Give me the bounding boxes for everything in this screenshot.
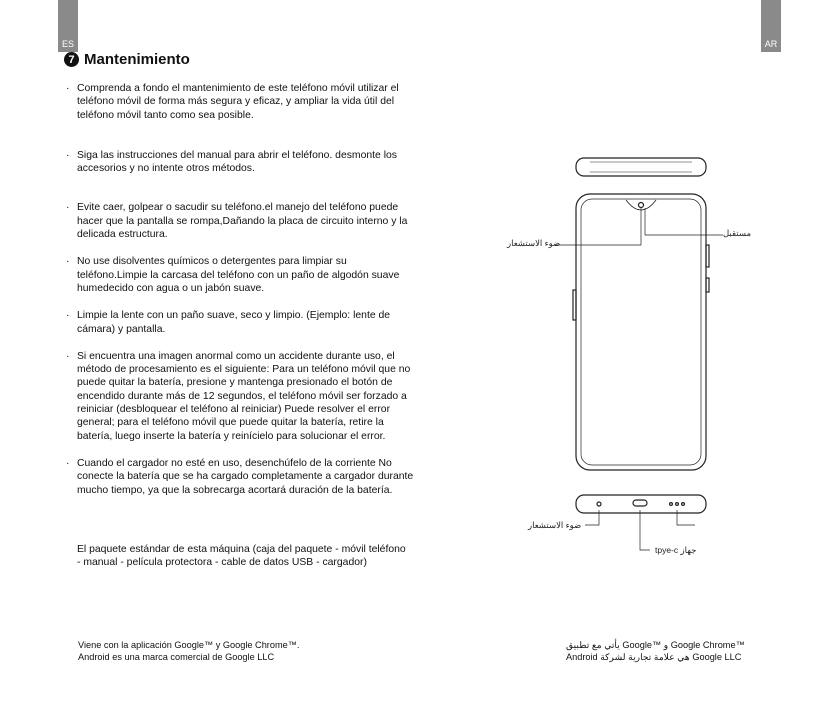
maintenance-item: · No use disolventes químicos o detergentes para limpiar su teléfono.Limpie la carcasa del teléfono con un paño de algodón suave humedecido con agua o un jabón suave. [66,255,416,295]
diagram-label-light-sensor: ضوء الاستشعار [507,238,561,248]
diagram-label-usb: tpye-c جهاز [655,545,697,555]
speaker-hole-icon [676,503,679,506]
language-tab-label: AR [764,39,778,49]
section-heading [64,51,190,68]
speaker-hole-icon [670,503,673,506]
phone-illustration [495,150,775,570]
phone-diagram [495,150,775,575]
trademark-note-ar [566,639,745,663]
trademark-line: Android هي علامة تجارية لشركة Google LLC [566,652,742,662]
trademark-line: Viene con la aplicación Google™ y Google Chrome™. [78,640,300,650]
power-button [706,278,709,292]
sim-tray [573,290,576,320]
trademark-line: Android es una marca comercial de Google LLC [78,652,275,662]
maintenance-item: · Comprenda a fondo el mantenimiento de este teléfono móvil utilizar el teléfono móvil de forma más segura y eficaz, y ampliar la vida útil del teléfono móvil tanto como sea posible. [66,82,416,122]
trademark-line: يأتي مع تطبيق Google™ و Google Chrome™ [566,640,745,650]
diagram-label-receiver: مستقبل [723,228,752,238]
maintenance-item: · Evite caer, golpear o sacudir su teléfono.el manejo del teléfono puede hacer que la pantalla se rompa,Dañando la placa de circuito interno y la delicada estructura. [66,201,416,241]
diagram-label-bottom-sensor: ضوء الاستشعار [528,520,582,530]
phone-top-edge [576,158,706,176]
language-tab-es [58,0,78,52]
trademark-note-es [78,639,299,663]
speaker-hole-icon [682,503,685,506]
leader-light-sensor [555,208,641,245]
leader-bottom-sensor [585,510,599,525]
usb-c-port-icon [633,500,647,506]
volume-button [706,245,709,267]
package-contents: El paquete estándar de esta máquina (caja del paquete - móvil teléfono - manual - película protectora - cable de datos USB - cargador) [77,544,406,569]
front-camera-icon [639,203,644,208]
maintenance-item: · Siga las instrucciones del manual para abrir el teléfono. desmonte los accesorios y no intente otros métodos. [66,149,416,176]
leader-speaker [677,510,695,525]
leader-receiver [645,208,723,235]
section-number-badge: 7 [64,52,79,67]
maintenance-item: · Cuando el cargador no esté en uso, desenchúfelo de la corriente No conecte la batería que se ha cargado completamente a cargador durante mucho tiempo, ya que la sobrecarga acortará duración de la batería. [66,457,416,497]
phone-bottom-edge [576,495,706,513]
language-tab-label: ES [61,39,74,49]
section-title: Mantenimiento [84,51,190,68]
maintenance-item: · Limpie la lente con un paño suave, seco y limpio. (Ejemplo: lente de cámara) y pantalla. [66,309,416,336]
leader-usb [640,510,650,550]
maintenance-item: · Si encuentra una imagen anormal como un accidente durante uso, el método de procesamiento es el siguiente: Para un teléfono móvil que no puede quitar la batería, presione y mantenga presionado el botón de encendido durante más de 12 segundos, el teléfono móvil ser forzado a reiniciar (desbloquear el teléfono al reiniciar) Puede resolver el error general; para el teléfono móvil que puede quitar la batería, retire la batería, luego inserte la batería y reinícielo para solucionar el error. [66,350,416,443]
microphone-icon [597,502,601,506]
maintenance-list [66,82,416,497]
language-tab-ar [761,0,781,52]
